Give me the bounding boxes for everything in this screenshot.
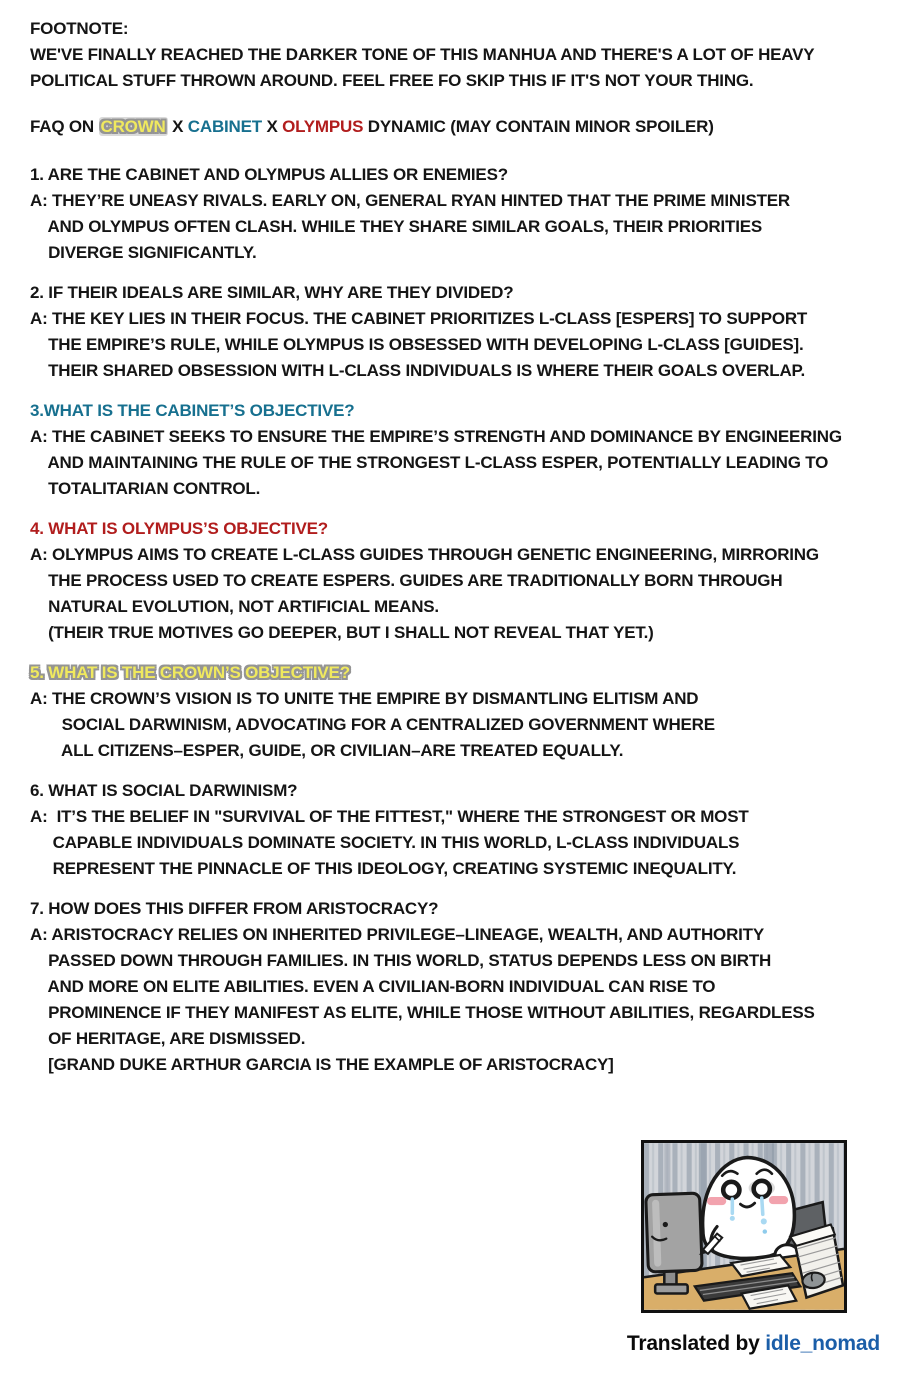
cabinet-keyword: CABINET xyxy=(187,117,262,136)
faq-answer-line: AND MORE ON ELITE ABILITIES. EVEN A CIVILIAN-BORN INDIVIDUAL CAN RISE TO xyxy=(30,977,716,996)
faq-title-suffix: DYNAMIC (MAY CONTAIN MINOR SPOILER) xyxy=(363,117,714,136)
faq-answer-line: SOCIAL DARWINISM, ADVOCATING FOR A CENTRALIZED GOVERNMENT WHERE xyxy=(30,715,715,734)
faq-question-crown: 5. WHAT IS THE CROWN’S OBJECTIVE? xyxy=(30,663,350,682)
faq-item-5 xyxy=(30,660,890,764)
faq-answer-line: A: OLYMPUS AIMS TO CREATE L-CLASS GUIDES THROUGH GENETIC ENGINEERING, MIRRORING xyxy=(30,545,819,564)
left-eye xyxy=(723,1182,739,1198)
faq-answer-line: A: THE CABINET SEEKS TO ENSURE THE EMPIRE’S STRENGTH AND DOMINANCE BY ENGINEERING xyxy=(30,427,842,446)
monitor-sticker-eye xyxy=(663,1222,668,1227)
right-eye xyxy=(754,1181,770,1197)
faq-answer-line: PROMINENCE IF THEY MANIFEST AS ELITE, WHILE THOSE WITHOUT ABILITIES, REGARDLESS xyxy=(30,1003,815,1022)
faq-answer-line: PASSED DOWN THROUGH FAMILIES. IN THIS WORLD, STATUS DEPENDS LESS ON BIRTH xyxy=(30,951,772,970)
right-blush xyxy=(769,1196,788,1204)
translator-credit xyxy=(627,1332,880,1356)
faq-question: 6. WHAT IS SOCIAL DARWINISM? xyxy=(30,781,298,800)
faq-answer-line: AND MAINTAINING THE RULE OF THE STRONGEST L-CLASS ESPER, POTENTIALLY LEADING TO xyxy=(30,453,829,472)
faq-answer-line: A: THE CROWN’S VISION IS TO UNITE THE EMPIRE BY DISMANTLING ELITISM AND xyxy=(30,689,699,708)
olympus-keyword: OLYMPUS xyxy=(282,117,364,136)
faq-answer-line: THEIR SHARED OBSESSION WITH L-CLASS INDIVIDUALS IS WHERE THEIR GOALS OVERLAP. xyxy=(30,361,805,380)
faq-answer-line: TOTALITARIAN CONTROL. xyxy=(30,479,261,498)
intro-line: WE'VE FINALLY REACHED THE DARKER TONE OF THIS MANHUA AND THERE'S A LOT OF HEAVY xyxy=(30,45,815,64)
faq-answer-line: THE PROCESS USED TO CREATE ESPERS. GUIDES ARE TRADITIONALLY BORN THROUGH xyxy=(30,571,783,590)
footnote-label: FOOTNOTE: xyxy=(30,19,129,38)
intro-line: POLITICAL STUFF THROWN AROUND. FEEL FREE FO SKIP THIS IF IT'S NOT YOUR THING. xyxy=(30,71,754,90)
faq-item-4 xyxy=(30,516,890,646)
faq-question-olympus: 4. WHAT IS OLYMPUS’S OBJECTIVE? xyxy=(30,519,328,538)
faq-item-6 xyxy=(30,778,890,882)
footnote-text-column xyxy=(30,16,890,1092)
faq-answer-line: (THEIR TRUE MOTIVES GO DEEPER, BUT I SHALL NOT REVEAL THAT YET.) xyxy=(30,623,654,642)
faq-item-3 xyxy=(30,398,890,502)
crying-blob-at-desk-illustration xyxy=(644,1143,844,1310)
faq-answer-line: THE EMPIRE’S RULE, WHILE OLYMPUS IS OBSESSED WITH DEVELOPING L-CLASS [GUIDES]. xyxy=(30,335,804,354)
left-blush xyxy=(707,1197,726,1205)
faq-answer-line: ALL CITIZENS–ESPER, GUIDE, OR CIVILIAN–ARE TREATED EQUALLY. xyxy=(30,741,624,760)
faq-question: 1. ARE THE CABINET AND OLYMPUS ALLIES OR ENEMIES? xyxy=(30,165,508,184)
faq-question-cabinet: 3.WHAT IS THE CABINET’S OBJECTIVE? xyxy=(30,401,355,420)
faq-answer-line: DIVERGE SIGNIFICANTLY. xyxy=(30,243,257,262)
faq-title-sep: X xyxy=(261,117,283,136)
crying-translator-panel xyxy=(641,1140,847,1313)
faq-answer-line: A: THEY’RE UNEASY RIVALS. EARLY ON, GENERAL RYAN HINTED THAT THE PRIME MINISTER xyxy=(30,191,790,210)
faq-answer-line: A: THE KEY LIES IN THEIR FOCUS. THE CABINET PRIORITIZES L-CLASS [ESPERS] TO SUPPORT xyxy=(30,309,808,328)
crown-keyword: CROWN xyxy=(100,117,166,136)
faq-answer-line: AND OLYMPUS OFTEN CLASH. WHILE THEY SHARE SIMILAR GOALS, THEIR PRIORITIES xyxy=(30,217,763,236)
monitor-base xyxy=(655,1284,687,1293)
right-tear-stream xyxy=(762,1198,763,1214)
faq-title-prefix: FAQ ON xyxy=(30,117,99,136)
faq-answer-line: NATURAL EVOLUTION, NOT ARTIFICIAL MEANS. xyxy=(30,597,439,616)
intro-block xyxy=(30,16,890,94)
faq-item-1 xyxy=(30,162,890,266)
faq-answer-line: A: ARISTOCRACY RELIES ON INHERITED PRIVILEGE–LINEAGE, WEALTH, AND AUTHORITY xyxy=(30,925,764,944)
faq-question: 7. HOW DOES THIS DIFFER FROM ARISTOCRACY? xyxy=(30,899,439,918)
credit-translator-name: idle_nomad xyxy=(765,1332,880,1355)
faq-item-7 xyxy=(30,896,890,1078)
faq-answer-line: OF HERITAGE, ARE DISMISSED. xyxy=(30,1029,306,1048)
faq-answer-line: REPRESENT THE PINNACLE OF THIS IDEOLOGY, CREATING SYSTEMIC INEQUALITY. xyxy=(30,859,737,878)
faq-question: 2. IF THEIR IDEALS ARE SIMILAR, WHY ARE THEY DIVIDED? xyxy=(30,283,514,302)
faq-item-2 xyxy=(30,280,890,384)
faq-answer-line: [GRAND DUKE ARTHUR GARCIA IS THE EXAMPLE OF ARISTOCRACY] xyxy=(30,1055,614,1074)
credit-prefix: Translated by xyxy=(626,1332,766,1355)
faq-title xyxy=(30,114,890,140)
faq-answer-line: CAPABLE INDIVIDUALS DOMINATE SOCIETY. IN THIS WORLD, L-CLASS INDIVIDUALS xyxy=(30,833,740,852)
faq-answer-line: A: IT’S THE BELIEF IN "SURVIVAL OF THE FITTEST," WHERE THE STRONGEST OR MOST xyxy=(30,807,749,826)
faq-title-sep: X xyxy=(167,117,188,136)
